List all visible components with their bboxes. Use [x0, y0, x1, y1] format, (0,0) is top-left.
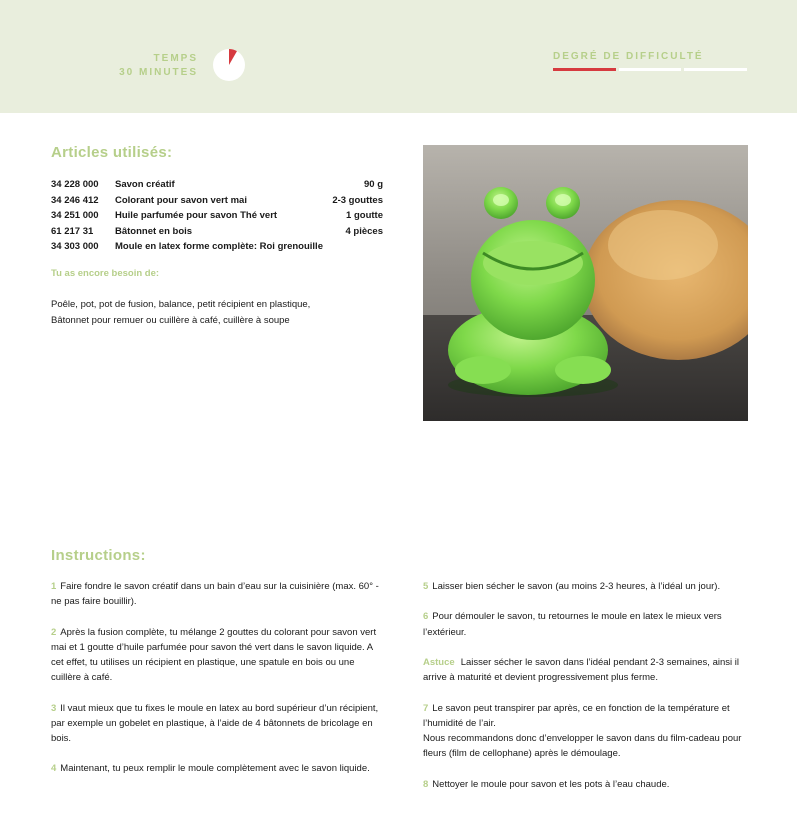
instructions-title: Instructions:: [51, 547, 146, 564]
difficulty-bar: [684, 68, 747, 71]
difficulty-label: DEGRÉ DE DIFFICULTÉ: [553, 51, 704, 62]
instruction-step: [423, 701, 753, 762]
step-text: Maintenant, tu peux remplir le moule complètement avec le savon liquide.: [60, 763, 370, 775]
article-code: 34 303 000: [51, 241, 99, 253]
instructions-right-column: [423, 579, 753, 807]
article-code: 34 246 412: [51, 194, 99, 206]
article-row: [51, 193, 383, 209]
step-text: Après la fusion complète, tu mélange 2 gouttes du colorant pour savon vert mai et 1 goutte d’huile parfumée pour savon thé vert dans le savon liquide. A cet effet, tu utilises un récipient en plastique, une spatule en bois ou une cuillère à café.: [51, 626, 377, 684]
step-text: Faire fondre le savon créatif dans un bain d’eau sur la cuisinière (max. 60° - ne pas faire bouillir).: [51, 581, 379, 608]
step-number: 8: [423, 778, 429, 790]
article-name: Bâtonnet en bois: [115, 225, 193, 237]
article-code: 61 217 31: [51, 225, 94, 237]
step-number: 7: [423, 702, 429, 714]
time-title: TEMPS: [153, 53, 198, 64]
article-row: [51, 239, 383, 255]
instruction-step: [51, 701, 381, 747]
need-title: Tu as encore besoin de:: [51, 268, 160, 279]
step-number: 3: [51, 702, 57, 714]
step-number: 2: [51, 626, 57, 638]
article-qty: [330, 239, 383, 255]
articles-title: Articles utilisés:: [51, 144, 173, 161]
instruction-step: [51, 761, 381, 776]
article-code: 34 228 000: [51, 179, 99, 191]
instruction-tip: [423, 655, 753, 685]
article-name: Huile parfumée pour savon Thé vert: [115, 210, 278, 222]
article-qty: 1 goutte: [346, 210, 383, 222]
article-row: [51, 224, 383, 240]
need-text: [51, 297, 381, 328]
article-qty: 4 pièces: [345, 225, 383, 237]
step-text: Nous recommandons donc d’envelopper le savon dans du film-cadeau pour fleurs (film de cellophane) après le démoulage.: [423, 732, 742, 760]
article-row: [51, 208, 383, 224]
instructions-left-column: [51, 579, 381, 792]
articles-table: [51, 177, 383, 255]
article-name: Moule en latex forme complète: Roi grenouille: [115, 241, 323, 253]
step-text: Nettoyer le moule pour savon et les pots à l’eau chaude.: [432, 778, 670, 790]
step-text: Il vaut mieux que tu fixes le moule en latex au bord supérieur d’un récipient, par exemple un gobelet en plastique, à l’aide de 4 bâtonnets de bricolage en bois.: [51, 702, 379, 744]
tip-label: Astuce: [423, 656, 455, 668]
article-qty: 2-3 gouttes: [332, 194, 383, 206]
article-qty: 90 g: [363, 179, 383, 191]
step-text: Laisser bien sécher le savon (au moins 2-3 heures, à l’idéal un jour).: [432, 581, 721, 592]
time-value: 30 MINUTES: [119, 67, 198, 78]
difficulty-indicator: [553, 51, 747, 71]
step-number: 4: [51, 763, 57, 775]
instruction-step: [51, 625, 381, 686]
article-name: Colorant pour savon vert mai: [115, 194, 247, 206]
instruction-step: [423, 777, 753, 792]
article-name: Savon créatif: [115, 179, 175, 191]
need-line: Poêle, pot, pot de fusion, balance, petit récipient en plastique,: [51, 299, 311, 310]
article-code: 34 251 000: [51, 210, 99, 222]
time-indicator: [119, 52, 198, 80]
step-number: 6: [423, 611, 429, 623]
difficulty-bar: [619, 68, 682, 71]
tip-text: Laisser sécher le savon dans l’idéal pendant 2-3 semaines, ainsi il arrive à maturité et devient progressivement plus ferme.: [423, 656, 739, 684]
clock-icon: [212, 48, 246, 82]
step-text: Le savon peut transpirer par après, ce en fonction de la température et l’humidité de l’air.: [423, 702, 730, 729]
difficulty-bar: [553, 68, 616, 71]
difficulty-bars: [553, 68, 747, 71]
instruction-step: [51, 579, 381, 609]
step-number: 5: [423, 581, 429, 592]
step-text: Pour démouler le savon, tu retournes le moule en latex le mieux vers l’extérieur.: [423, 611, 722, 638]
instruction-step: [423, 609, 753, 639]
instruction-step: [423, 579, 753, 594]
article-row: [51, 177, 383, 193]
step-number: 1: [51, 581, 57, 592]
need-line: Bâtonnet pour remuer ou cuillère à café, cuillère à soupe: [51, 314, 290, 326]
frog-soap-photo: [423, 145, 748, 421]
